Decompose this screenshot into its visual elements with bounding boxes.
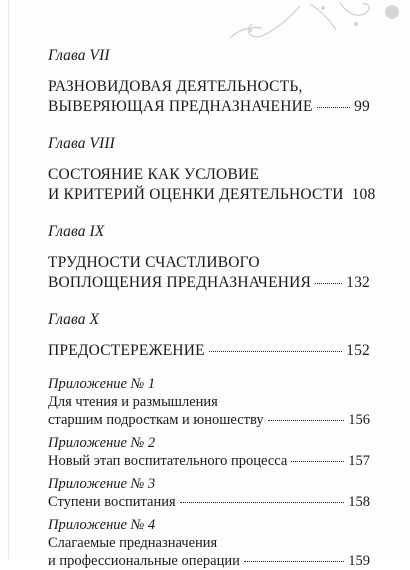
appendix-title-last-line bbox=[48, 411, 370, 429]
dot-leader bbox=[180, 502, 345, 503]
dot-leader bbox=[244, 561, 344, 562]
appendix-label: Приложение № 1 bbox=[48, 376, 156, 392]
toc-entry-appendix-3[interactable] bbox=[48, 476, 370, 511]
chapter-title-last-line bbox=[48, 341, 370, 361]
toc-entry-appendix-1[interactable] bbox=[48, 376, 370, 429]
toc-entry-appendix-2[interactable] bbox=[48, 435, 370, 470]
dot-leader bbox=[209, 351, 342, 352]
toc-entry-chapter-9[interactable] bbox=[48, 222, 370, 293]
chapter-title-text: ПРЕДОСТЕРЕЖЕНИЕ bbox=[48, 342, 205, 359]
chapter-label: Глава VII bbox=[48, 47, 110, 64]
chapter-title-last-line bbox=[48, 97, 370, 117]
appendix-title-text: Новый этап воспитательного процесса bbox=[48, 453, 288, 469]
appendix-label: Приложение № 2 bbox=[48, 435, 156, 451]
dot-leader bbox=[315, 283, 342, 284]
page-edge bbox=[8, 0, 9, 559]
chapter-title-text: ВОПЛОЩЕНИЯ ПРЕДНАЗНАЧЕНИЯ bbox=[48, 274, 312, 291]
page-number: 132 bbox=[346, 274, 370, 291]
appendix-title-text: старшим подросткам и юношеству bbox=[48, 412, 264, 428]
chapter-title-last-line bbox=[48, 273, 370, 293]
header-ornament bbox=[0, 0, 410, 44]
chapter-label: Глава IX bbox=[48, 223, 105, 240]
chapter-title-line: РАЗНОВИДОВАЯ ДЕЯТЕЛЬНОСТЬ, bbox=[48, 78, 303, 95]
appendix-label: Приложение № 3 bbox=[48, 476, 156, 492]
appendix-title-line: Для чтения и размышления bbox=[48, 394, 218, 410]
toc-entry-chapter-7[interactable] bbox=[48, 46, 370, 117]
appendix-label: Приложение № 4 bbox=[48, 517, 156, 533]
chapter-label: Глава VIII bbox=[48, 135, 115, 152]
page-number: 159 bbox=[348, 553, 370, 569]
appendix-title-line: Слагаемые предназначения bbox=[48, 535, 218, 551]
chapter-title-line: ТРУДНОСТИ СЧАСТЛИВОГО bbox=[48, 254, 260, 271]
page-number: 157 bbox=[348, 453, 370, 469]
chapter-title-text: И КРИТЕРИЙ ОЦЕНКИ ДЕЯТЕЛЬНОСТИ bbox=[48, 186, 344, 203]
page-number: 156 bbox=[348, 412, 370, 428]
dot-leader bbox=[268, 420, 345, 421]
table-of-contents bbox=[48, 44, 376, 570]
page-number: 152 bbox=[346, 342, 370, 359]
page-number: 158 bbox=[348, 494, 370, 510]
chapter-label: Глава X bbox=[48, 311, 100, 328]
dot-leader bbox=[291, 461, 344, 462]
appendix-title-last-line bbox=[48, 493, 370, 511]
chapter-title-last-line bbox=[48, 185, 376, 205]
appendix-title-text: и профессиональные операции bbox=[48, 553, 240, 569]
appendix-title-last-line bbox=[48, 552, 370, 570]
toc-entry-chapter-10[interactable] bbox=[48, 310, 370, 361]
toc-entry-appendix-4[interactable] bbox=[48, 517, 370, 570]
appendix-title-text: Ступени воспитания bbox=[48, 494, 176, 510]
page-number: 108 bbox=[351, 186, 376, 203]
chapter-title-text: ВЫВЕРЯЮЩАЯ ПРЕДНАЗНАЧЕНИЕ bbox=[48, 98, 313, 115]
appendix-title-last-line bbox=[48, 452, 370, 470]
dot-leader bbox=[317, 107, 350, 108]
chapter-title-line: СОСТОЯНИЕ КАК УСЛОВИЕ bbox=[48, 166, 260, 183]
page-number: 99 bbox=[354, 98, 370, 115]
toc-entry-chapter-8[interactable] bbox=[48, 134, 376, 205]
